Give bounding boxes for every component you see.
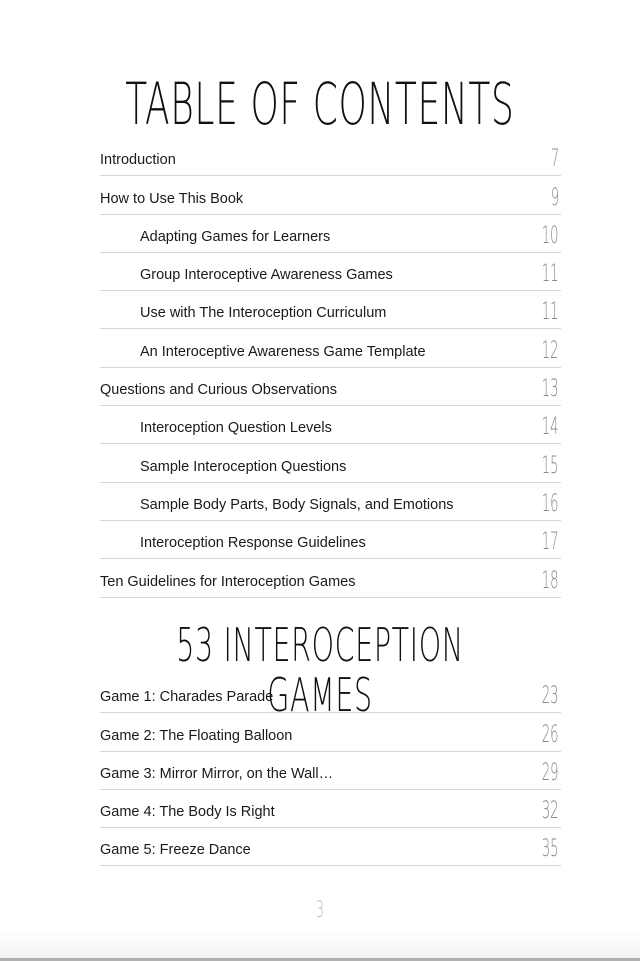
toc-entry-introduction[interactable] — [100, 138, 561, 176]
game-entry-3[interactable] — [100, 752, 561, 790]
page-number: 3 — [316, 898, 324, 923]
game-entry-page: 32 — [542, 796, 559, 825]
toc-entry-page: 17 — [542, 527, 559, 556]
toc-entry-ten-guidelines[interactable] — [100, 559, 561, 597]
toc-entry-game-template[interactable] — [100, 329, 561, 367]
toc-heading — [0, 72, 640, 136]
toc-entry-group-games[interactable] — [100, 253, 561, 291]
toc-entry-page: 11 — [542, 259, 559, 288]
game-entry-page: 26 — [542, 719, 559, 748]
toc-entry-label: How to Use This Book — [100, 190, 244, 207]
game-entry-page: 29 — [542, 757, 559, 786]
toc-entry-page: 7 — [550, 144, 559, 173]
toc-entry-page: 13 — [542, 374, 559, 403]
page-number-footer — [0, 898, 640, 923]
toc-entry-page: 18 — [542, 565, 559, 594]
toc-entry-response-guidelines[interactable] — [100, 521, 561, 559]
toc-entry-label: Questions and Curious Observations — [100, 382, 337, 399]
games-list — [100, 675, 561, 866]
game-entry-label: Game 3: Mirror Mirror, on the Wall… — [100, 765, 334, 782]
toc-entry-label: Interoception Question Levels — [140, 420, 332, 437]
game-entry-page: 23 — [542, 681, 559, 710]
toc-entry-label: An Interoceptive Awareness Game Template — [140, 343, 426, 360]
toc-entry-question-levels[interactable] — [100, 406, 561, 444]
game-entry-4[interactable] — [100, 790, 561, 828]
toc-entry-page: 11 — [542, 297, 559, 326]
toc-entry-page: 16 — [542, 488, 559, 517]
toc-entry-page: 12 — [542, 335, 559, 364]
toc-entry-sample-questions[interactable] — [100, 444, 561, 482]
toc-entry-questions-observations[interactable] — [100, 368, 561, 406]
game-entry-label: Game 1: Charades Parade — [100, 689, 274, 706]
game-entry-label: Game 5: Freeze Dance — [100, 842, 251, 859]
toc-entry-label: Interoception Response Guidelines — [140, 535, 366, 552]
games-title: 53 INTEROCEPTION GAMES — [176, 618, 464, 722]
game-entry-page: 35 — [542, 834, 559, 863]
game-entry-label: Game 2: The Floating Balloon — [100, 727, 293, 744]
toc-entry-label: Sample Body Parts, Body Signals, and Emotions — [140, 496, 454, 513]
toc-entry-page: 14 — [542, 412, 559, 441]
page-bottom-shadow — [0, 930, 640, 958]
game-entry-label: Game 4: The Body Is Right — [100, 804, 275, 821]
toc-entry-use-with-curriculum[interactable] — [100, 291, 561, 329]
game-entry-5[interactable] — [100, 828, 561, 866]
toc-entry-page: 15 — [542, 450, 559, 479]
toc-entry-how-to-use[interactable] — [100, 176, 561, 214]
toc-entry-label: Use with The Interoception Curriculum — [140, 305, 387, 322]
toc-title: TABLE OF CONTENTS — [125, 70, 515, 138]
toc-entry-label: Group Interoceptive Awareness Games — [140, 267, 393, 284]
toc-entry-adapting-games[interactable] — [100, 215, 561, 253]
toc-entry-page: 10 — [542, 220, 559, 249]
game-entry-2[interactable] — [100, 713, 561, 751]
toc-entry-label: Sample Interoception Questions — [140, 458, 347, 475]
toc-list — [100, 138, 561, 598]
toc-entry-label: Introduction — [100, 152, 176, 169]
toc-entry-page: 9 — [550, 182, 559, 211]
toc-entry-label: Ten Guidelines for Interoception Games — [100, 573, 356, 590]
toc-entry-sample-body-parts[interactable] — [100, 483, 561, 521]
game-entry-1[interactable] — [100, 675, 561, 713]
toc-entry-label: Adapting Games for Learners — [140, 228, 331, 245]
